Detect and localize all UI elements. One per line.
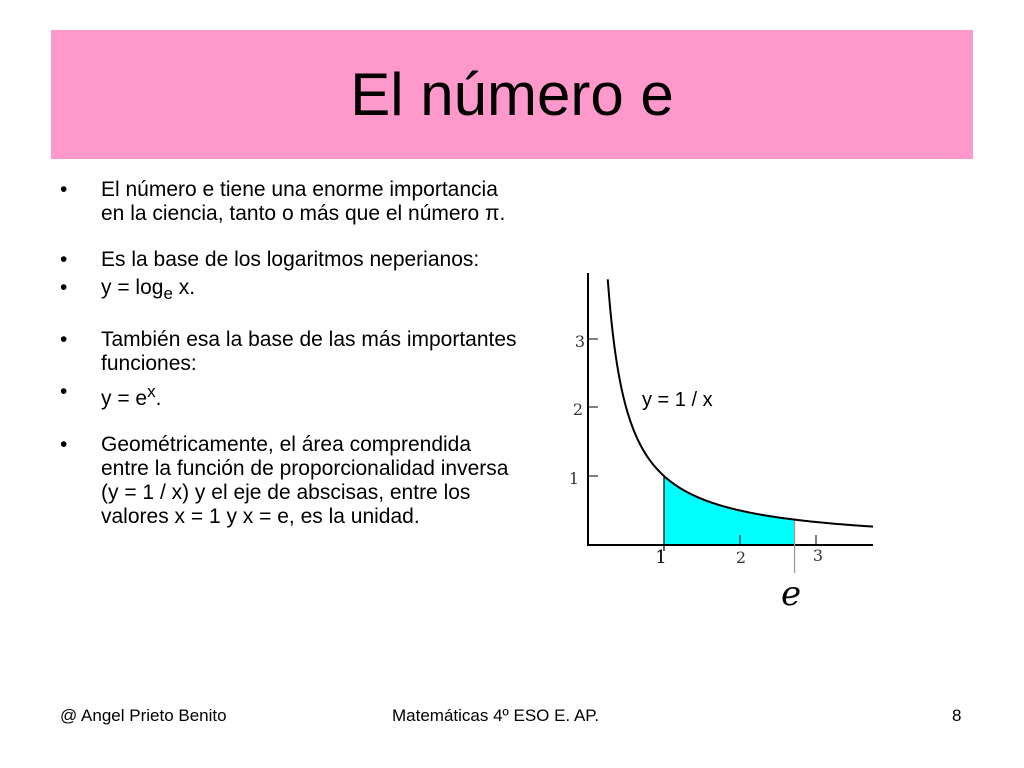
y-tick-label-1: 1 [568, 469, 579, 488]
bullet-marker: • [60, 328, 68, 351]
footer-page-number: 8 [952, 706, 962, 725]
x-tick-label-3: 3 [812, 546, 824, 565]
log-formula [101, 276, 520, 306]
formula-part: y = log [101, 276, 164, 299]
list-item [60, 380, 520, 411]
shaded-area [664, 476, 795, 545]
x-tick-label-1: 1 [655, 547, 667, 568]
y-tick-label-2: 2 [572, 400, 583, 419]
bullet-marker: • [60, 380, 68, 403]
formula-part: . [155, 387, 162, 410]
inverse-function-graph [545, 265, 885, 625]
formula-part: x. [172, 276, 196, 299]
list-item [60, 433, 520, 529]
list-item [60, 276, 520, 306]
list-item [60, 328, 520, 376]
e-label: e [780, 574, 802, 614]
footer-course: Matemáticas 4º ESO E. AP. [392, 706, 600, 725]
bullet-text: Es la base de los logaritmos neperianos: [101, 248, 480, 271]
bullet-marker: • [60, 178, 68, 201]
y-tick-label-3: 3 [574, 332, 585, 351]
list-item [60, 248, 520, 272]
page-title: El número e [350, 61, 674, 128]
bullet-text: Geométricamente, el área comprendida entre la función de proporcionalidad inversa (y = 1 / x) y el eje de abscisas, entre los valores x = 1 y x = e, es la unidad. [101, 433, 509, 528]
bullet-list [60, 178, 520, 529]
title-bar [51, 30, 973, 159]
bullet-marker: • [60, 276, 68, 299]
bullet-marker: • [60, 248, 68, 271]
footer-author: @ Angel Prieto Benito [60, 706, 227, 725]
function-label: y = 1 / x [642, 389, 713, 411]
list-item [60, 178, 520, 226]
bullet-marker: • [60, 433, 68, 456]
bullet-text: El número e tiene una enorme importancia en la ciencia, tanto o más que el número π. [101, 178, 506, 225]
exp-formula [101, 380, 520, 411]
x-tick-label-2: 2 [735, 548, 747, 567]
formula-part: y = e [101, 387, 148, 410]
bullet-text: También esa la base de las más importantes funciones: [101, 328, 517, 375]
log-base-subscript: e [163, 284, 173, 303]
exponent-superscript: x [147, 382, 156, 401]
